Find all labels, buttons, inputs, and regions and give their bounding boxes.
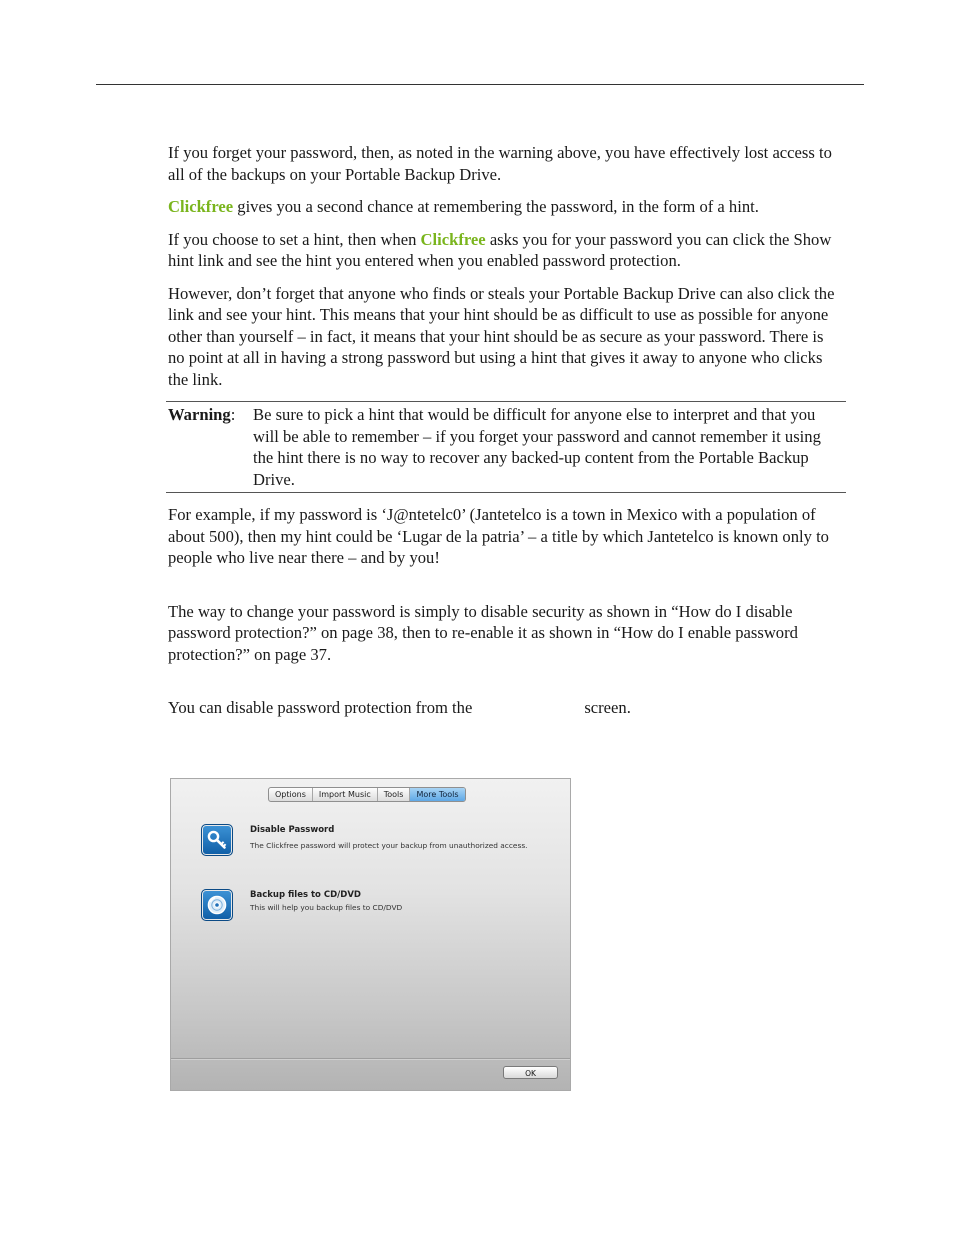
paragraph-text: gives you a second chance at remembering the password, in the form of a hint. (233, 197, 759, 216)
paragraph-text: screen. (584, 698, 631, 717)
backup-cd-dvd-link[interactable]: Backup files to CD/DVD (250, 890, 361, 900)
backup-cd-dvd-description: This will help you backup files to CD/DVD (250, 903, 403, 912)
warning-box (166, 401, 846, 493)
warning-label (168, 404, 253, 490)
ok-button[interactable]: OK (503, 1066, 558, 1079)
paragraph-change-password: The way to change your password is simply to disable security as shown in “How do I disable password protection?” on page 38, then to re-enable it as shown in “How do I enable password protection?” on page 37. (168, 601, 798, 664)
document-body (168, 142, 844, 730)
paragraph-text: You can disable password protection from the (168, 698, 473, 717)
paragraph-text: If you choose to set a hint, then when (168, 229, 421, 249)
paragraph-disable-from (168, 697, 844, 719)
disable-password-description: The Clickfree password will protect your backup from unauthorized access. (250, 841, 528, 850)
paragraph-forget-password: If you forget your password, then, as noted in the warning above, you have effectively lost access to all of the backups on your Portable Backup Drive. (168, 143, 832, 184)
brand-name: Clickfree (168, 197, 234, 216)
footer-divider (171, 1058, 570, 1060)
paragraph-text: asks you for your password you can click the Show hint link and see the hint you entered when you enabled password protection. (168, 229, 832, 270)
tab-import-music[interactable]: Import Music (313, 788, 378, 801)
warning-colon: : (230, 405, 236, 424)
spacer (168, 580, 844, 601)
disable-password-item[interactable] (201, 824, 535, 856)
more-tools-screenshot (170, 778, 571, 1091)
tab-options[interactable]: Options (269, 788, 313, 801)
warning-text: Be sure to pick a hint that would be difficult for anyone else to interpret and that you will be able to remember – if you forget your password and cannot remember it using the hint there is no way to recover any backed-up content from the Portable Backup Drive. (253, 405, 821, 489)
backup-cd-dvd-item[interactable] (201, 889, 535, 921)
key-icon[interactable] (201, 824, 233, 856)
tab-bar (268, 787, 466, 802)
tab-more-tools[interactable]: More Tools (410, 788, 464, 801)
paragraph-second-chance (168, 196, 844, 218)
paragraph-example: For example, if my password is ‘J@ntetelc0’ (Jantetelco is a town in Mexico with a population of about 500), then my hint could be ‘Lugar de la patria’ – a title by which Jantetelco is known only to people who live near there – and by you! (168, 505, 829, 567)
header-rule (96, 84, 864, 85)
warning-label-text: Warning (168, 405, 231, 424)
disable-password-link[interactable]: Disable Password (250, 825, 335, 835)
brand-name: Clickfree (420, 229, 486, 249)
disc-icon[interactable] (201, 889, 233, 921)
paragraph-hint-security: However, don’t forget that anyone who finds or steals your Portable Backup Drive can also click the link and see your hint. This means that your hint should be as difficult to use as possible for anyone other than yourself – in fact, it means that your hint should be as secure as your password. There is no point at all in having a strong password but using a hint that gives it away to anyone who clicks the link. (168, 283, 835, 389)
spacer (168, 676, 844, 697)
tab-tools[interactable]: Tools (378, 788, 411, 801)
paragraph-set-hint (168, 229, 844, 272)
